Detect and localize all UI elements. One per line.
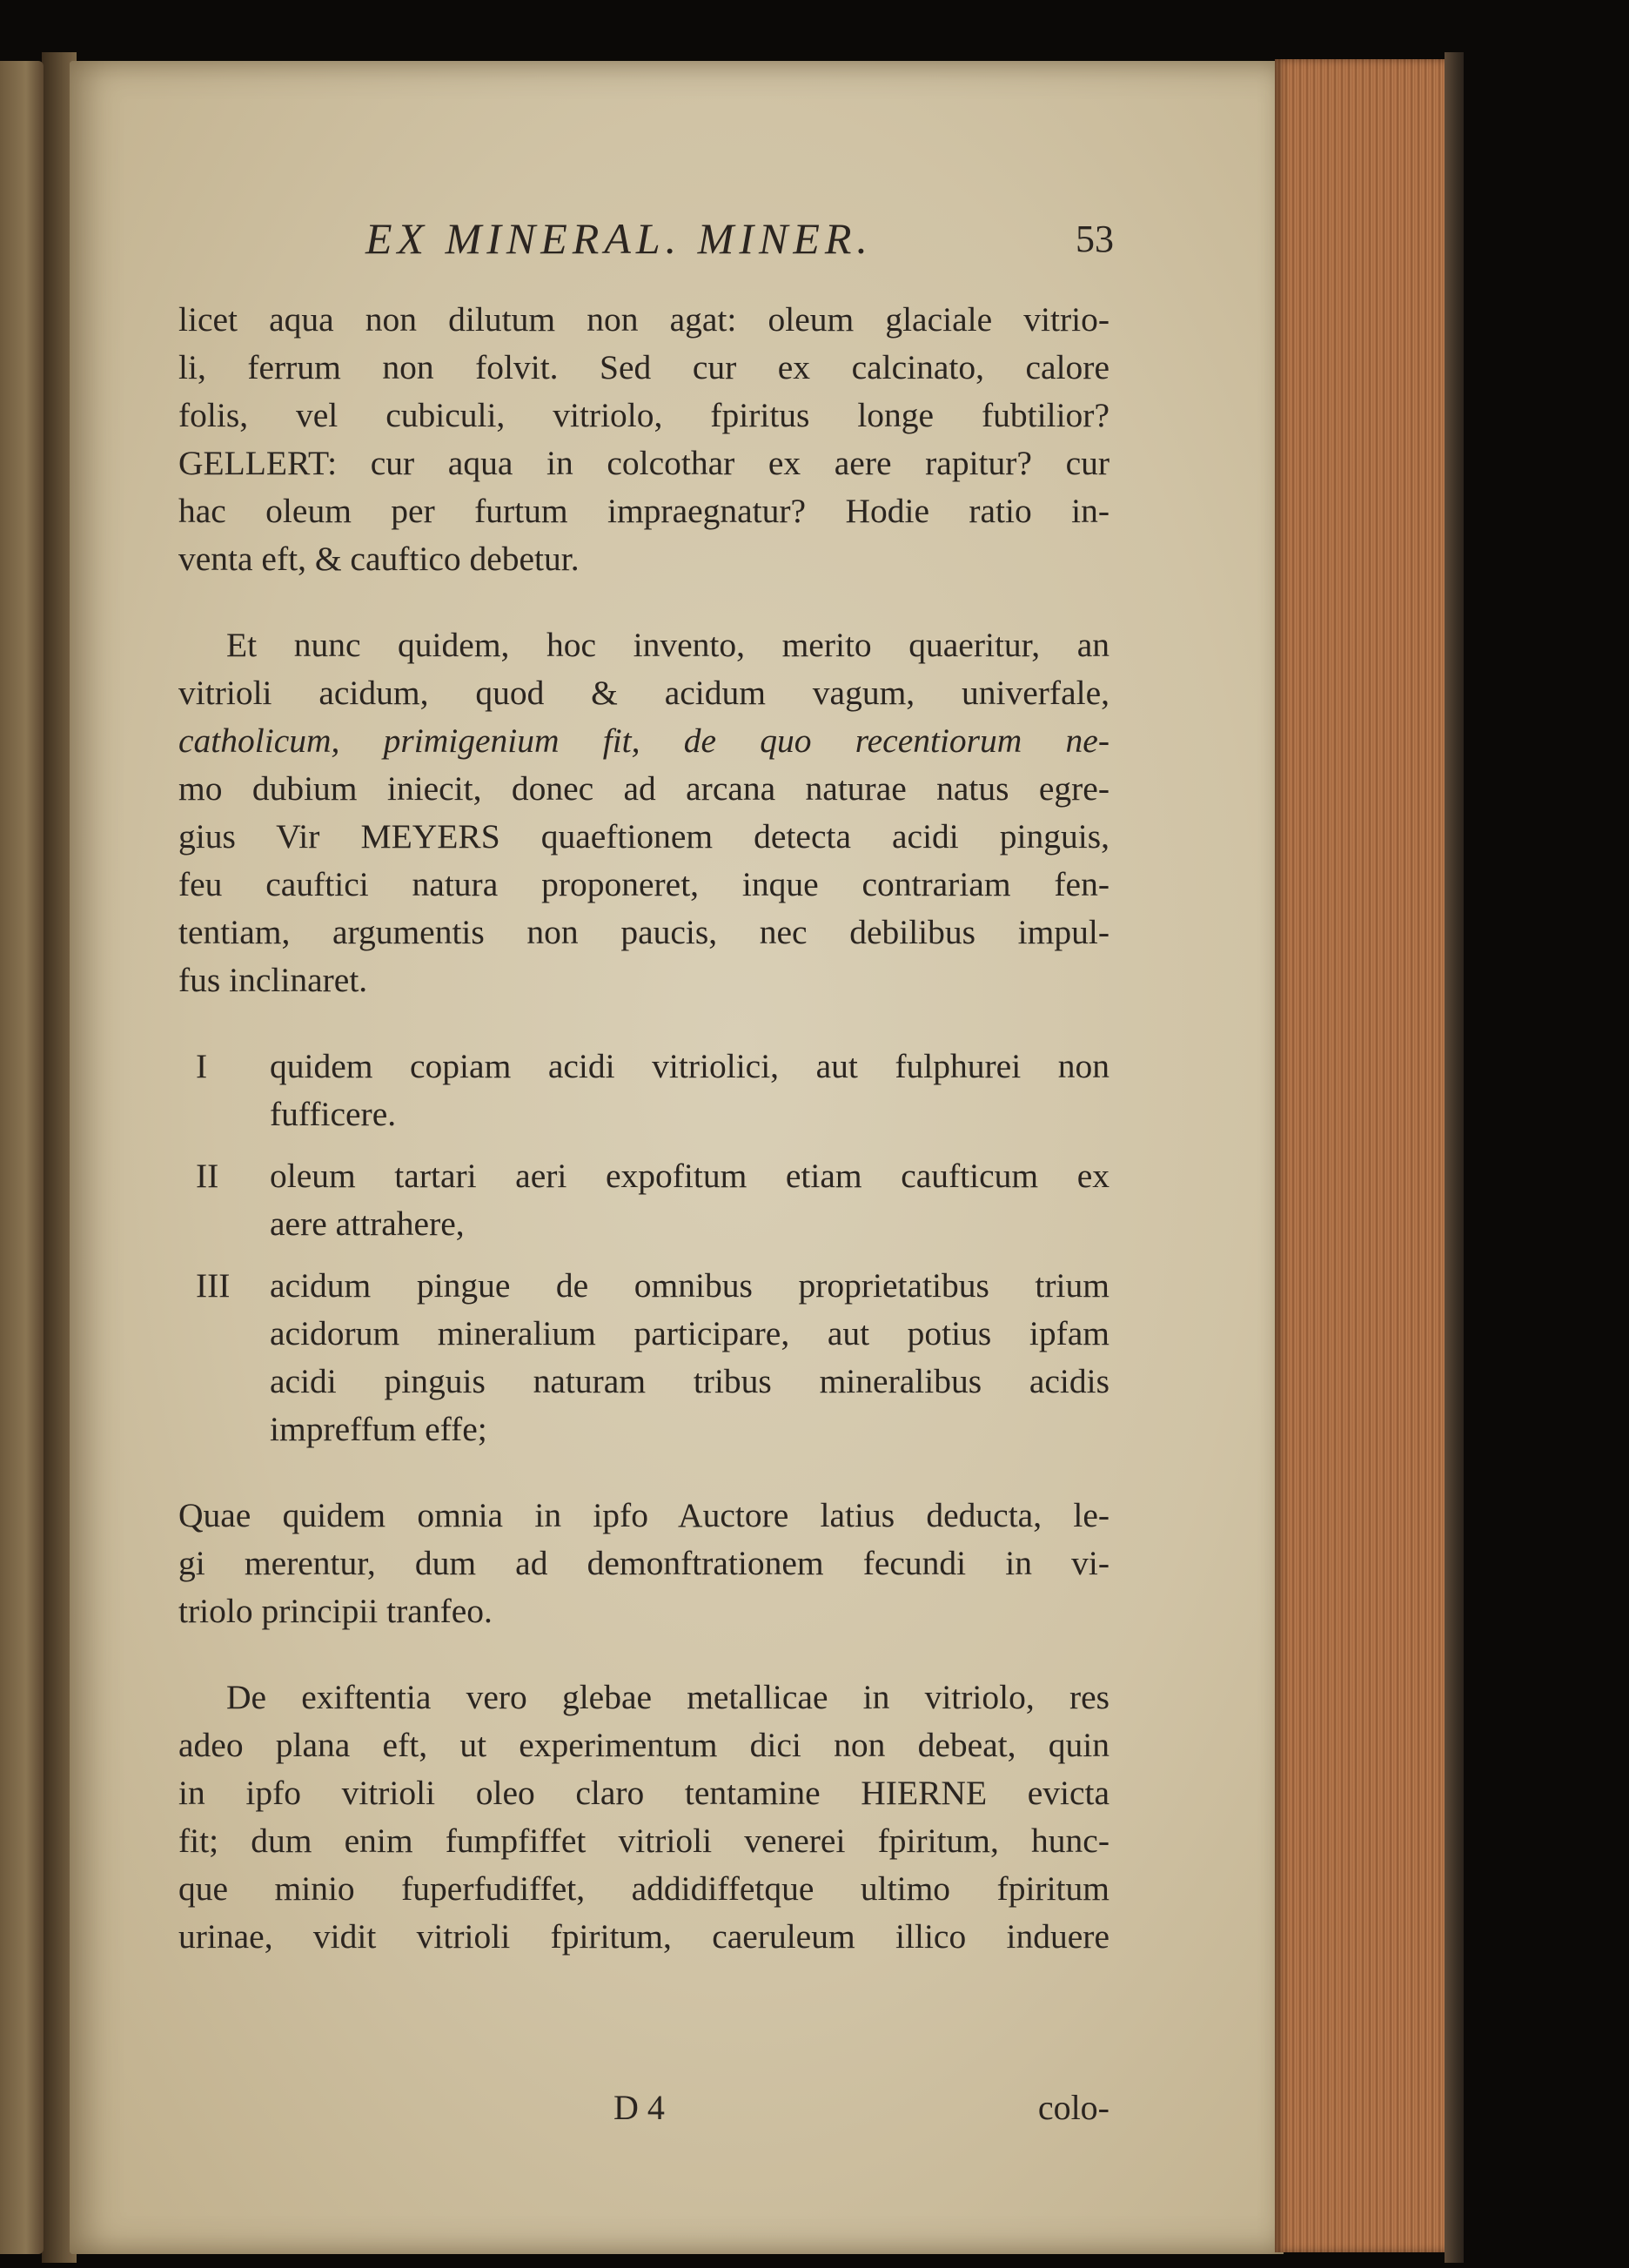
page-block-edges bbox=[1275, 59, 1449, 2252]
item-number: I bbox=[196, 1047, 208, 1085]
paragraph bbox=[178, 1674, 1109, 1961]
text-line: hac oleum per furtum impraegnatur? Hodie ratio in- bbox=[178, 492, 1109, 530]
text-line: feu cauftici natura proponeret, inque contrariam fen- bbox=[178, 865, 1109, 903]
text-line: que minio fuperfudiffet, addidiffetque ultimo fpiritum bbox=[178, 1869, 1109, 1908]
text-line: venta eft, & cauftico debetur. bbox=[178, 540, 580, 578]
catchword: colo- bbox=[1037, 2088, 1109, 2127]
text-line: catholicum, primigenium fit, de quo recentiorum ne- bbox=[178, 721, 1109, 760]
text-line: li, ferrum non folvit. Sed cur ex calcinato, calore bbox=[178, 348, 1109, 386]
text-line: quidem copiam acidi vitriolici, aut fulphurei non bbox=[270, 1047, 1109, 1085]
signature-mark: D 4 bbox=[613, 2088, 665, 2127]
numbered-item bbox=[178, 1043, 1109, 1138]
text-line: acidum pingue de omnibus proprietatibus trium bbox=[270, 1266, 1109, 1305]
page-footer bbox=[178, 2087, 1109, 2139]
text-line: urinae, vidit vitrioli fpiritum, caeruleum illico induere bbox=[178, 1917, 1109, 1956]
page-header bbox=[365, 213, 1114, 274]
text-line: gius Vir MEYERS quaeftionem detecta acidi pinguis, bbox=[178, 817, 1109, 856]
item-number: II bbox=[196, 1157, 219, 1195]
text-line: impreffum effe; bbox=[270, 1410, 487, 1448]
text-line: fus inclinaret. bbox=[178, 961, 368, 999]
numbered-item bbox=[178, 1152, 1109, 1248]
text-line: triolo principii tranfeo. bbox=[178, 1592, 493, 1630]
previous-page-edge bbox=[0, 61, 44, 2254]
paragraph bbox=[178, 621, 1109, 1004]
text-line: folis, vel cubiculi, vitriolo, fpiritus longe fubtilior? bbox=[178, 396, 1109, 434]
text-line: Quae quidem omnia in ipfo Auctore latius deducta, le- bbox=[178, 1496, 1109, 1534]
text-line: fufficere. bbox=[270, 1095, 397, 1133]
text-line: De exiftentia vero glebae metallicae in vitriolo, res bbox=[226, 1678, 1109, 1716]
text-line: adeo plana eft, ut experimentum dici non debeat, quin bbox=[178, 1726, 1109, 1764]
text-line: aere attrahere, bbox=[270, 1204, 465, 1243]
text-line: licet aqua non dilutum non agat: oleum glaciale vitrio- bbox=[178, 300, 1109, 339]
text-line: Et nunc quidem, hoc invento, merito quaeritur, an bbox=[226, 626, 1109, 664]
text-line: gi merentur, dum ad demonftrationem fecundi in vi- bbox=[178, 1544, 1109, 1582]
text-line: vitrioli acidum, quod & acidum vagum, univerfale, bbox=[178, 674, 1109, 712]
running-head: EX MINERAL. MINER. bbox=[365, 214, 873, 263]
text-line: GELLERT: cur aqua in colcothar ex aere rapitur? cur bbox=[178, 444, 1109, 482]
paragraph bbox=[178, 1492, 1109, 1635]
text-line: acidi pinguis naturam tribus mineralibus acidis bbox=[270, 1362, 1109, 1400]
text-line: in ipfo vitrioli oleo claro tentamine HIERNE evicta bbox=[178, 1774, 1109, 1812]
text-line: tentiam, argumentis non paucis, nec debilibus impul- bbox=[178, 913, 1109, 951]
page-number: 53 bbox=[1076, 218, 1114, 260]
text-line: mo dubium iniecit, donec ad arcana naturae natus egre- bbox=[178, 769, 1109, 808]
item-number: III bbox=[196, 1266, 231, 1305]
book-cover-edge bbox=[1445, 52, 1464, 2263]
text-line: acidorum mineralium participare, aut potius ipfam bbox=[270, 1314, 1109, 1352]
paragraph bbox=[178, 296, 1109, 583]
numbered-item bbox=[178, 1262, 1109, 1453]
text-line: fit; dum enim fumpfiffet vitrioli venerei fpiritum, hunc- bbox=[178, 1822, 1109, 1860]
text-line: oleum tartari aeri expofitum etiam caufticum ex bbox=[270, 1157, 1109, 1195]
page-body bbox=[178, 296, 1109, 1961]
